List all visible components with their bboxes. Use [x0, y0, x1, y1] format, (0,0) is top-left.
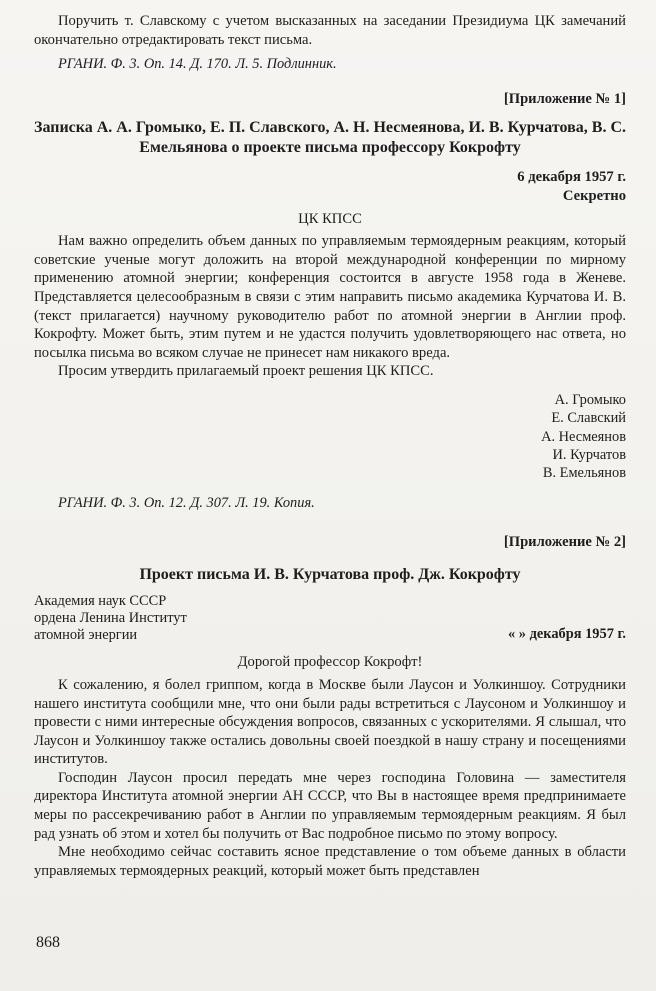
signature-name: А. Несмеянов [541, 428, 626, 445]
signature-name: Е. Славский [551, 410, 626, 427]
appendix-1-classification: Секретно [562, 187, 626, 204]
organization-line: ордена Ленина Институт [34, 609, 187, 626]
letter-date: « » декабря 1957 г. [508, 625, 626, 642]
appendix-1-label: [Приложение № 1] [503, 91, 626, 108]
sender-organization [34, 593, 187, 644]
top-paragraph: Поручить т. Славскому с учетом высказанных на заседании Президиума ЦК замечаний окончательно отредактировать текст письма. [34, 13, 626, 48]
letter-greeting: Дорогой профессор Кокрофт! [237, 653, 423, 670]
appendix-1-date: 6 декабря 1957 г. [517, 169, 626, 186]
letter-paragraph-1: К сожалению, я болел гриппом, когда в Москве были Лаусон и Уолкиншоу. Сотрудники нашего института сообщили мне, что они были рады встретиться с Лаусоном и Уолкиншоу и провести с ними интересные обсуждения вопросов, связанных с ускорителями. Я слышал, что Лаусон и Уолкиншоу также остались довольны своей поездкой в нашу страну и посещениями институтов. [34, 676, 626, 768]
appendix-1-signatures [34, 391, 626, 482]
page-number: 868 [36, 934, 60, 951]
appendix-1-paragraph-2: Просим утвердить прилагаемый проект решения ЦК КПСС. [58, 363, 434, 380]
organization-line: Академия наук СССР [34, 592, 167, 609]
letter-paragraph-3: Мне необходимо сейчас составить ясное представление о том объеме данных в области управляемых термоядерных реакций, который может быть представлен [34, 844, 626, 879]
appendix-2-title: Проект письма И. В. Курчатова проф. Дж. Кокрофту [139, 566, 521, 584]
letter-paragraph-2: Господин Лаусон просил передать мне через господина Головина — заместителя директора Института атомной энергии АН СССР, что Вы в настоящее время предпринимаете меры по рассекречиванию работ в Англии по управляемым термоядерным реакциям. Я был рад узнать об этом и хотел бы получить от Вас подробное письмо по этому вопросу. [34, 769, 626, 842]
appendix-1-title: Записка А. А. Громыко, Е. П. Славского, А. Н. Несмеянова, И. В. Курчатова, В. С. Емельянова о проекте письма профессору Кокрофту [34, 119, 626, 156]
appendix-1-addressee: ЦК КПСС [298, 211, 362, 228]
appendix-2-label: [Приложение № 2] [503, 534, 626, 551]
letter-header [34, 593, 626, 644]
top-source-reference: РГАНИ. Ф. 3. Оп. 14. Д. 170. Л. 5. Подлинник. [58, 56, 337, 73]
appendix-1-paragraph-1: Нам важно определить объем данных по управляемым термоядерным реакциям, который советские ученые могут доложить на второй международной конференции по мирному применению атомной энергии; конференция состоится в августе 1958 года в Женеве. Представляется целесообразным в связи с этим направить письмо академика Курчатова И. В. (текст прилагается) научному руководителю работ по атомной энергии в Англии проф. Кокрофту. Может быть, этим путем и не удастся получить удовлетворяющего нас ответа, но посылка письма во всяком случае не принесет нам никакого вреда. [34, 233, 626, 361]
signature-name: В. Емельянов [542, 465, 626, 482]
appendix-1-source-reference: РГАНИ. Ф. 3. Оп. 12. Д. 307. Л. 19. Копия. [58, 495, 315, 512]
signature-name: И. Курчатов [552, 446, 626, 463]
appendix-1-date-block [34, 168, 626, 205]
signature-name: А. Громыко [554, 391, 626, 408]
organization-line: атомной энергии [34, 626, 138, 643]
